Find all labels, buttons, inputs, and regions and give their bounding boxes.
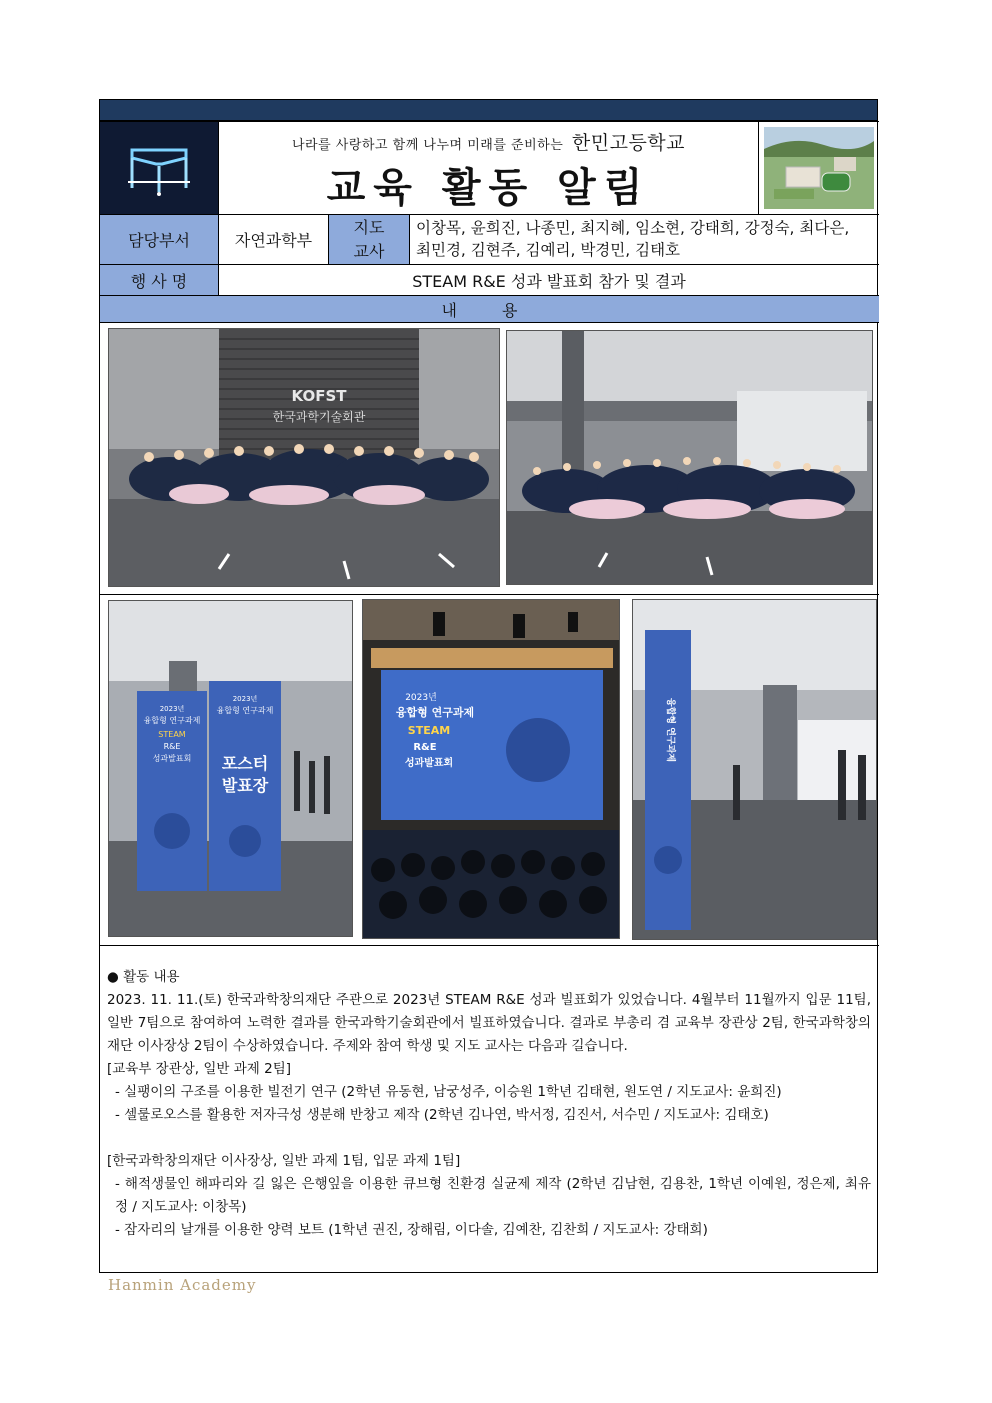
screen-subtitle: 성과발표회 [404,758,454,769]
banner-left-year: 2023년 [159,705,185,713]
advisor-list-line2: 최민경, 김현주, 김예리, 박경민, 김태호 [416,241,681,259]
screen-re: R&E [413,742,437,753]
banner-left-title: 융합형 연구과제 [143,716,201,725]
photo-hallway-banner [632,599,877,940]
banner-right-hall: 발표장 [221,776,269,795]
award1-item: - 셀룰로오스를 활용한 저자극성 생분해 반창고 제작 (2학년 김나연, 박서정, 김진서, 서수민 / 지도교사: 김태호) [115,1107,769,1123]
campus-photo-cell [758,121,879,214]
activity-heading: ● 활동 내용 [107,969,180,985]
hallway-banner-title: 융합형 연구과제 [665,698,675,762]
group-photo-kofst [108,328,500,587]
dept-label: 담당부서 [100,214,218,264]
banner-left [137,691,207,891]
banner-right-year: 2023년 [232,695,258,703]
award2-title: [한국과학창의재단 이사장상, 일반 과제 1팀, 입문 과제 1팀] [107,1153,461,1169]
kofst-sign-text: KOFST [291,387,347,405]
banner-right-title: 융합형 연구과제 [216,706,274,715]
spacer [107,1127,871,1150]
event-name: STEAM R&E 성과 발표회 참가 및 결과 [218,264,879,295]
advisor-list [409,214,879,264]
advisor-label-line1: 지도 [353,218,385,237]
event-label: 행 사 명 [100,264,218,295]
screen-steam: STEAM [407,724,451,737]
activity-intro: 2023. 11. 11.(토) 한국과학창의재단 주관으로 2023년 STEAM R&E 성과 빌표회가 있었습니다. 4월부터 11월까지 입문 11팀, 일반 7팀으로 참여하여 노력한 결과를 한국과학기술회관에서 빌표하였습니다. 결과로 부총리 겸 교육부 장관상 2팀, 한국과학창의재단 이사장상 2팀이 수상하였습니다. 주제와 참여 학생 및 지도 교사는 다음과 길습니다. [107,992,871,1054]
banner-left-re: R&E [163,742,181,751]
advisor-label [328,214,409,264]
screen-year: 2023년 [405,693,437,703]
dept-value: 자연과학부 [218,214,328,264]
group-photo-atrium [506,330,873,585]
school-logo [100,121,218,214]
advisor-label-line2: 교사 [353,242,385,261]
school-name: 한민고등학교 [571,132,686,154]
photo-banners [108,600,353,937]
photo-stage-screen [362,599,620,939]
campus-aerial-image [764,127,874,209]
award1-item: - 실팽이의 구조를 이용한 빌전기 연구 (2학년 유동현, 남궁성주, 이승원 1학년 김태현, 원도연 / 지도교사: 윤희진) [115,1084,782,1100]
screen-title: 융합형 연구과제 [395,706,475,719]
motto-text: 나라를 사랑하고 함께 나누며 미래를 준비하는 [291,138,564,153]
hallway-banner [645,630,691,930]
activity-content [107,966,871,1242]
page-title: 교육 활동 알림 [326,165,651,211]
school-motto [219,128,758,155]
banner-right-poster: 포스터 [221,754,269,773]
banner-left-subtitle: 성과발표회 [152,754,192,763]
notice-frame [99,99,878,1273]
header-title-cell [218,121,758,214]
banner-left-steam: STEAM [158,730,186,739]
school-logo-icon [100,122,218,215]
content-label: 내 용 [100,295,879,322]
award2-item: - 해적생물인 해파리와 길 잃은 은행잎을 이용한 큐브형 친환경 실균제 제작 (2학년 김남현, 김용찬, 1학년 이예원, 정은제, 최유정 / 지도교사: 이창목) [115,1176,871,1215]
award2-item: - 잠자리의 날개를 이용한 양력 보트 (1학년 권진, 장해림, 이다솔, 김예찬, 김찬희 / 지도교사: 강태희) [115,1222,708,1238]
advisor-list-line1: 이창목, 윤희진, 나종민, 최지혜, 임소현, 강태희, 강정숙, 최다은, [416,219,850,237]
footer-text: Hanmin Academy [108,1276,257,1294]
top-color-bar [100,100,877,121]
banner-right [209,681,281,891]
award1-title: [교육부 장관상, 일반 과제 2팀] [107,1061,292,1077]
kofst-sign-subtext: 한국과학기술회관 [272,410,366,424]
